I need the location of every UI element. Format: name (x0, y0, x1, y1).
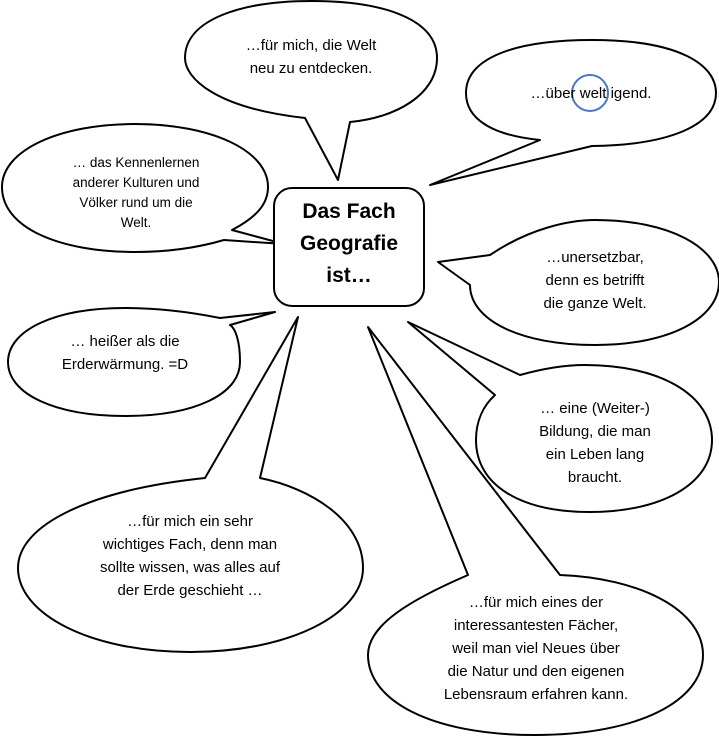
bubble-line: Völker rund um die (79, 195, 193, 210)
bubble-text-unersetzbar (490, 246, 700, 315)
center-line-1: Das Fach (302, 200, 396, 223)
bubble-word: igend. (610, 85, 652, 102)
bubble-line: anderer Kulturen und (72, 175, 200, 190)
bubble-word: …über (530, 85, 576, 102)
bubble-text-erderwaermung (20, 330, 230, 376)
bubble-text-entdecken (200, 34, 422, 80)
bubble-line: …für mich eines der (468, 594, 604, 611)
bubble-text-ueberwaeltigend (480, 82, 702, 105)
bubble-line: … eine (Weiter-) (540, 400, 650, 417)
bubble-line: neu zu entdecken. (249, 60, 373, 77)
bubble-text-wichtiges-fach (40, 510, 340, 602)
bubble-line: weil man viel Neues über (452, 640, 620, 657)
center-title (274, 196, 424, 292)
bubble-word-circled: welt (579, 85, 607, 102)
bubble-text-bildung (490, 397, 700, 489)
bubble-line: wichtiges Fach, denn man (102, 536, 278, 553)
bubble-line: die Natur und den eigenen (447, 663, 625, 680)
bubble-text-kulturen (22, 153, 250, 233)
center-line-2: Geografie (299, 232, 399, 255)
bubble-line: Bildung, die man (539, 423, 651, 440)
center-line-3: ist… (326, 264, 372, 287)
bubble-line: …für mich, die Welt (245, 37, 377, 54)
bubble-line: sollte wissen, was alles auf (99, 559, 281, 576)
bubble-line: … heißer als die (70, 333, 180, 350)
bubble-text-interessantesten (400, 591, 672, 706)
bubble-line: braucht. (567, 469, 623, 486)
bubble-line: …für mich ein sehr (127, 513, 253, 530)
bubble-line: denn es betrifft (545, 272, 645, 289)
bubble-line: der Erde geschieht … (117, 582, 263, 599)
bubble-line: Welt. (120, 215, 152, 230)
bubble-line: … das Kennenlernen (72, 155, 200, 170)
bubble-line: interessantesten Fächer, (453, 617, 619, 634)
speech-bubble-ueberwaeltigend (430, 40, 716, 185)
bubble-line: …unersetzbar, (546, 249, 644, 266)
bubble-line: ein Leben lang (545, 446, 645, 463)
bubble-line: die ganze Welt. (543, 295, 647, 312)
bubble-line: Lebensraum erfahren kann. (443, 686, 629, 703)
bubble-line: Erderwärmung. =D (61, 356, 189, 373)
